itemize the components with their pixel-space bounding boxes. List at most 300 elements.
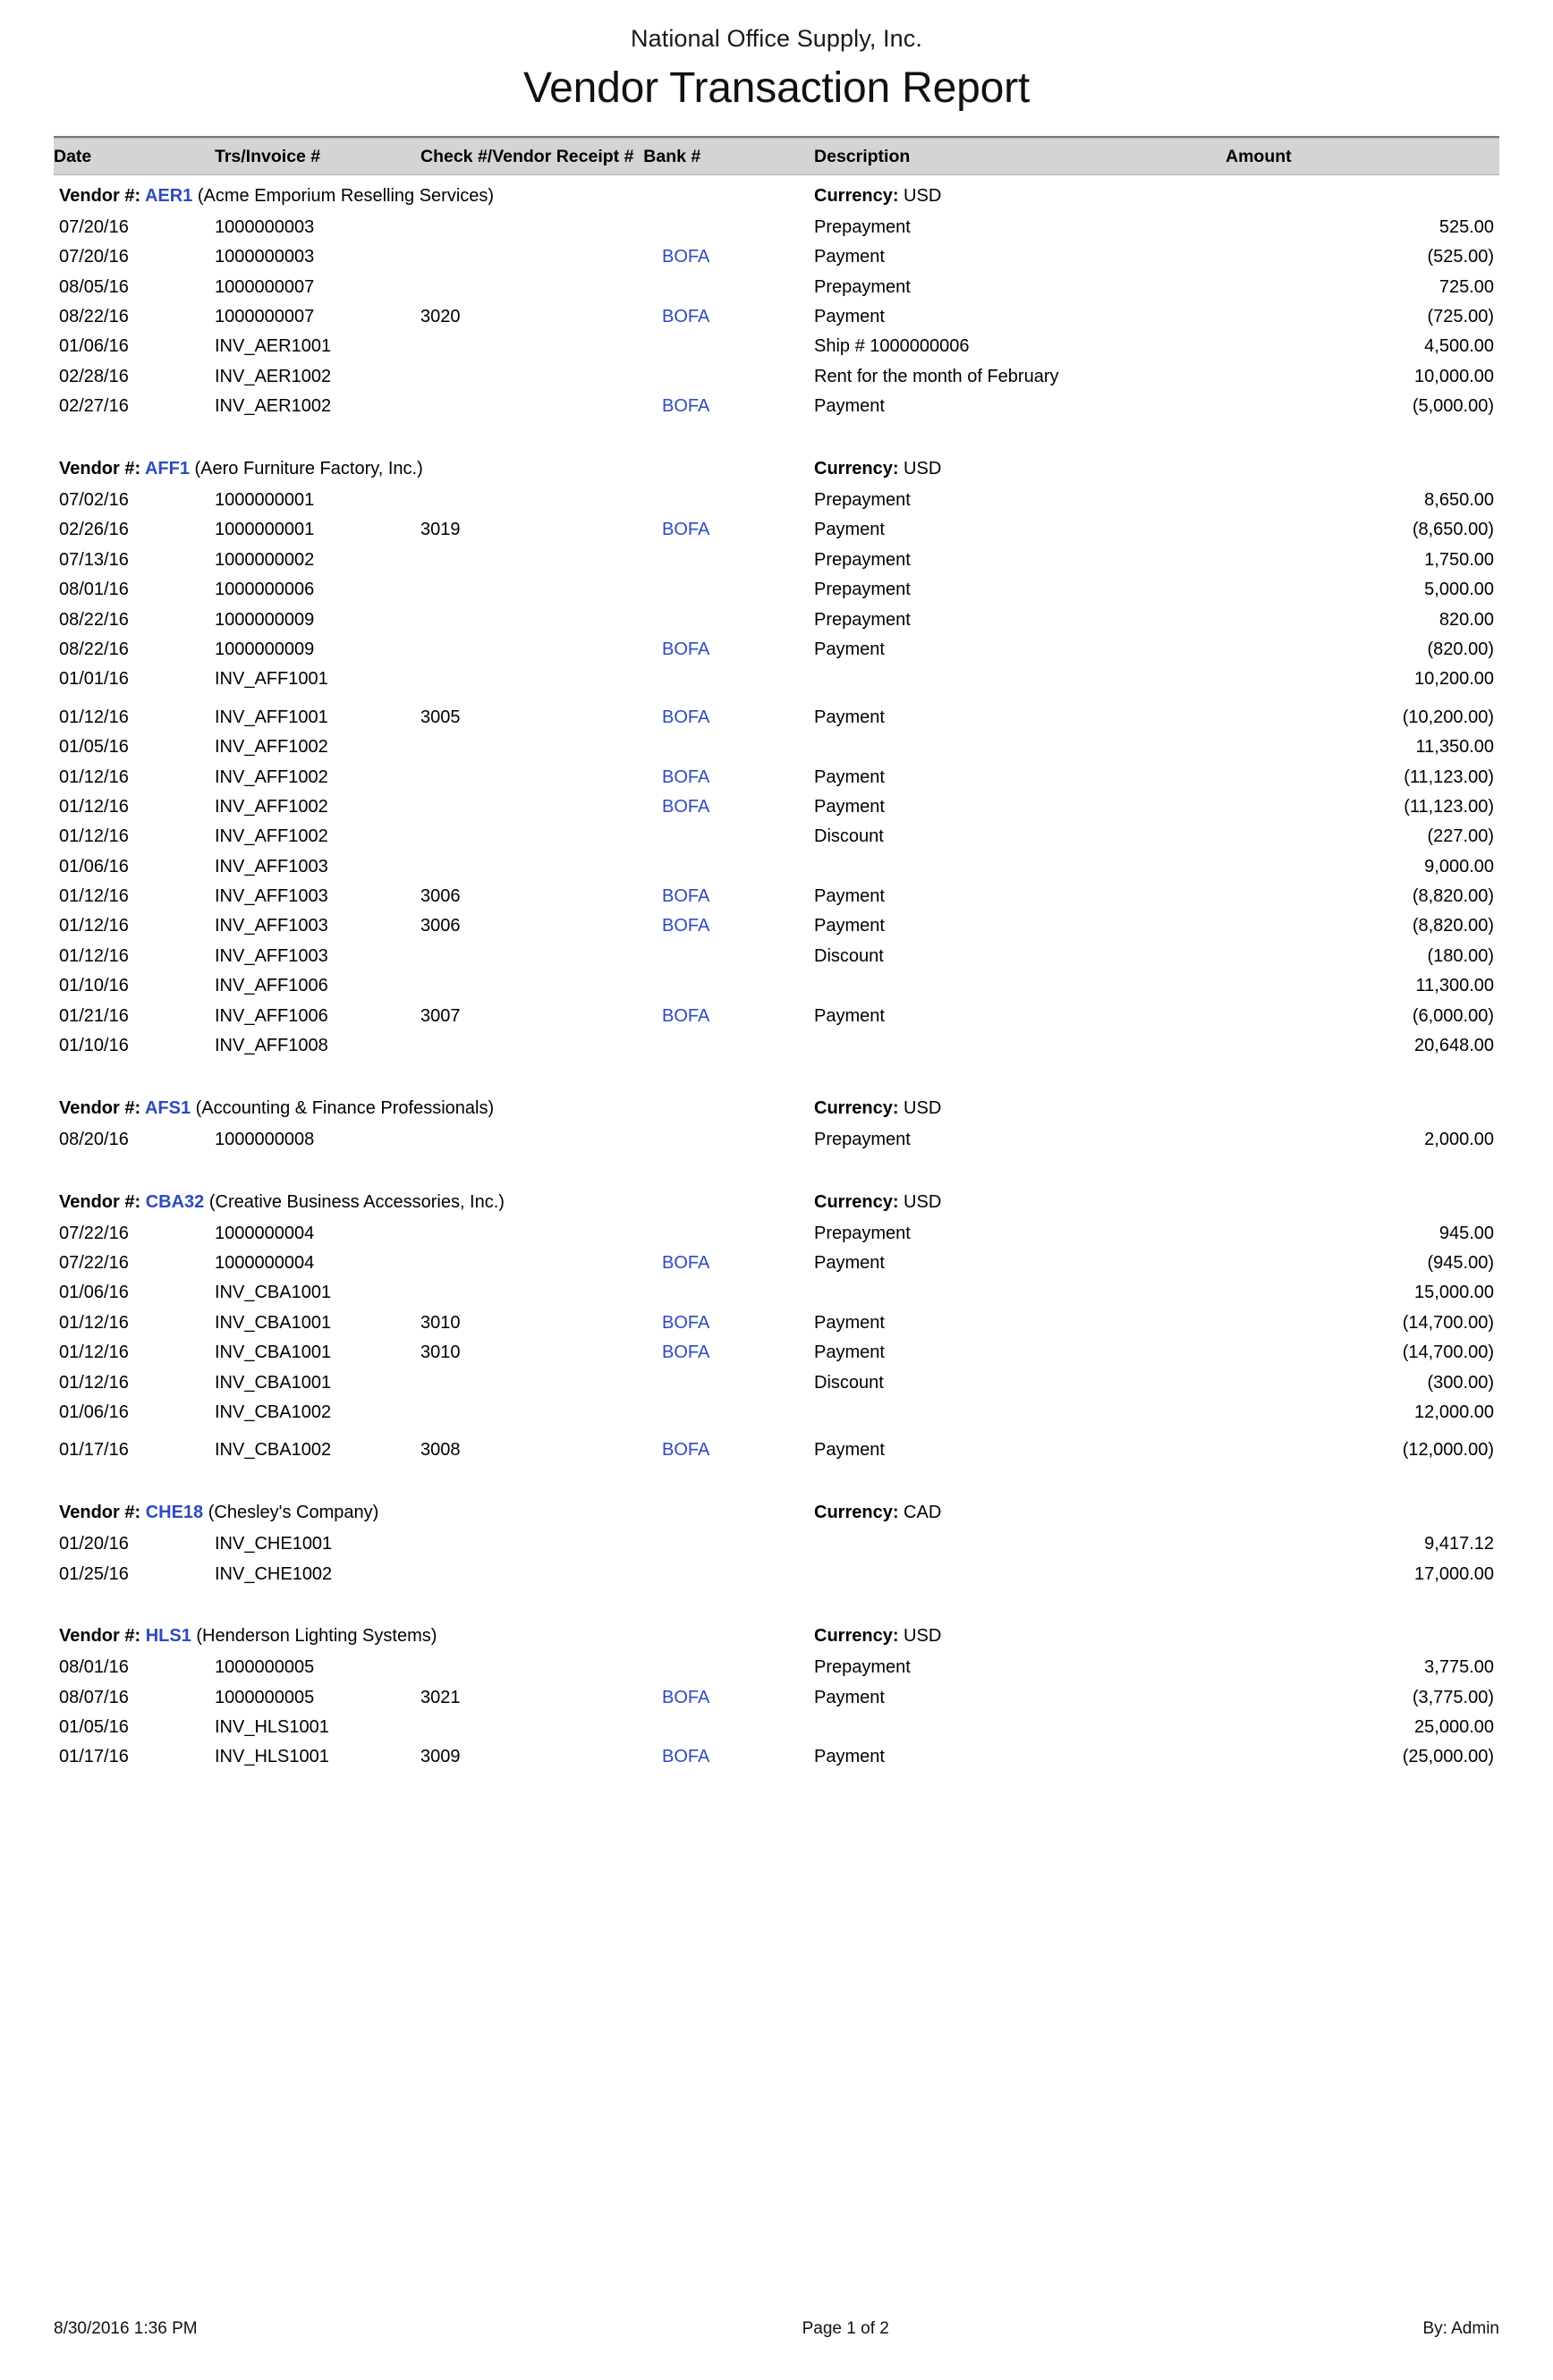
cell-bank-link [662,941,814,970]
table-row[interactable] [54,1529,1499,1559]
company-name: National Office Supply, Inc. [631,25,922,52]
vendor-group-spacer [54,421,1499,448]
table-row[interactable] [54,702,1499,732]
vendor-id-link[interactable]: CBA32 [145,1191,205,1212]
cell-bank-link[interactable]: BOFA [662,520,710,540]
cell-trs-invoice: INV_CHE1002 [215,1563,333,1584]
cell-bank-link [662,1653,814,1682]
cell-date: 01/12/16 [59,1342,129,1363]
cell-description [814,1529,1226,1559]
cell-check-number: 3020 [420,307,461,327]
cell-description: Discount [814,945,884,966]
table-body [54,175,1499,1773]
cell-description: Payment [814,1687,885,1707]
vendor-name: (Henderson Lighting Systems) [191,1626,437,1647]
vendor-id-link[interactable]: AER1 [144,186,193,206]
currency-value: USD [904,459,942,479]
cell-bank-link [662,665,814,694]
table-row[interactable] [54,486,1499,515]
cell-description: Payment [814,1342,885,1363]
cell-amount: 945.00 [1438,1223,1495,1243]
table-row[interactable] [54,792,1499,821]
cell-check-number [420,212,662,241]
cell-date: 01/06/16 [59,1402,129,1422]
table-row[interactable] [54,605,1499,634]
cell-bank-link [662,605,814,634]
table-row[interactable] [54,272,1499,301]
cell-bank-link [662,361,814,391]
column-header-check [420,139,814,175]
cell-date: 01/05/16 [59,737,129,758]
cell-check-number [420,605,662,634]
table-row[interactable] [54,1218,1499,1248]
cell-date: 01/12/16 [59,826,129,847]
cell-amount: (3,775.00) [1412,1687,1495,1707]
table-row[interactable] [54,822,1499,851]
cell-amount: 4,500.00 [1424,336,1495,357]
cell-amount: (12,000.00) [1402,1440,1495,1461]
table-row[interactable] [54,1031,1499,1061]
cell-amount: 8,650.00 [1424,490,1495,511]
cell-amount: (5,000.00) [1412,396,1495,417]
cell-check-number [420,1031,662,1061]
vendor-name: (Aero Furniture Factory, Inc.) [189,459,423,479]
cell-trs-invoice: INV_AFF1003 [215,886,328,907]
cell-amount: 725.00 [1438,276,1495,297]
cell-amount: 9,000.00 [1424,856,1495,877]
cell-trs-invoice: INV_AFF1003 [215,916,328,936]
cell-amount: (6,000.00) [1412,1005,1495,1026]
cell-trs-invoice: INV_AFF1006 [215,976,328,996]
vendor-identity [54,448,814,485]
cell-trs-invoice: INV_AFF1001 [215,669,328,690]
cell-check-number: 3010 [420,1342,461,1363]
cell-amount: 25,000.00 [1414,1717,1495,1738]
cell-trs-invoice: 1000000009 [215,609,315,630]
cell-date: 01/17/16 [59,1747,129,1767]
table-header-row [54,139,1499,175]
vendor-group-spacer [54,1465,1499,1492]
cell-amount: 10,200.00 [1414,669,1495,690]
cell-description [814,1713,1226,1742]
table-row[interactable] [54,361,1499,391]
cell-trs-invoice: INV_AFF1002 [215,767,328,787]
cell-check-number [420,634,662,664]
cell-date: 07/22/16 [59,1253,129,1273]
footer-timestamp: 8/30/2016 1:36 PM [54,2319,198,2338]
table-row[interactable] [54,1338,1499,1368]
cell-description: Prepayment [814,490,911,511]
cell-description: Payment [814,1253,885,1273]
cell-bank-link[interactable]: BOFA [662,767,710,787]
cell-check-number: 3021 [420,1687,461,1707]
table-row[interactable] [54,911,1499,941]
cell-bank-link[interactable]: BOFA [662,1005,710,1026]
cell-check-number [420,733,662,762]
cell-bank-link [662,1218,814,1248]
cell-check-number [420,1397,662,1427]
vendor-id-link[interactable]: AFS1 [144,1097,191,1118]
vendor-id-link[interactable]: CHE18 [145,1503,204,1523]
cell-amount: (725.00) [1427,307,1495,327]
cell-trs-invoice: INV_AFF1002 [215,796,328,817]
table-row[interactable] [54,1559,1499,1588]
cell-check-number [420,822,662,851]
cell-description: Discount [814,1372,884,1393]
cell-bank-link[interactable]: BOFA [662,396,710,417]
column-header-description: Description [814,139,1226,175]
cell-check-number [420,332,662,361]
vendor-id-link[interactable]: AFF1 [144,459,190,479]
currency-label: Currency: [814,1097,904,1118]
cell-check-number [420,941,662,970]
cell-amount: 10,000.00 [1414,366,1495,386]
table-row[interactable] [54,1124,1499,1154]
vendor-label: Vendor #: [59,1191,146,1212]
vendor-name: (Chesley's Company) [203,1503,379,1523]
table-row[interactable] [54,1713,1499,1742]
cell-trs-invoice: INV_AFF1001 [215,707,328,727]
cell-bank-link [662,1124,814,1154]
cell-amount: (11,123.00) [1404,767,1495,787]
table-row[interactable] [54,242,1499,272]
cell-trs-invoice: 1000000005 [215,1657,315,1678]
cell-date: 01/06/16 [59,1283,129,1303]
cell-amount: (820.00) [1427,639,1495,659]
cell-date: 01/12/16 [59,1312,129,1333]
cell-trs-invoice: INV_HLS1001 [215,1747,329,1767]
currency-label: Currency: [814,1503,904,1523]
cell-description: Prepayment [814,1657,911,1678]
cell-description: Payment [814,1312,885,1333]
cell-trs-invoice: INV_CBA1001 [215,1312,332,1333]
cell-bank-link [662,332,814,361]
cell-description: Payment [814,886,885,907]
cell-trs-invoice: INV_CBA1001 [215,1372,332,1393]
table-row[interactable] [54,1742,1499,1772]
cell-description: Payment [814,639,885,659]
cell-amount: (945.00) [1427,1253,1495,1273]
cell-date: 01/05/16 [59,1717,129,1738]
cell-amount: 5,000.00 [1424,580,1495,600]
cell-bank-link [662,822,814,851]
cell-trs-invoice: INV_AFF1002 [215,826,328,847]
spacer-cell [54,694,1499,702]
cell-check-number: 3010 [420,1312,461,1333]
cell-check-number [420,762,662,792]
table-row[interactable] [54,1653,1499,1682]
table-row[interactable] [54,851,1499,881]
cell-trs-invoice: 1000000001 [215,490,315,511]
column-header-bank-label: Bank # [643,147,701,166]
vendor-group-spacer [54,1155,1499,1182]
cell-bank-link [662,1278,814,1308]
cell-description: Payment [814,396,885,417]
cell-trs-invoice: INV_CBA1002 [215,1440,332,1461]
table-row[interactable] [54,1278,1499,1308]
cell-amount: 9,417.12 [1424,1534,1495,1554]
cell-check-number: 3009 [420,1747,461,1767]
cell-trs-invoice: INV_CBA1001 [215,1342,332,1363]
cell-trs-invoice: INV_HLS1001 [215,1717,329,1738]
cell-date: 01/20/16 [59,1534,129,1554]
cell-check-number [420,1529,662,1559]
cell-trs-invoice: INV_AFF1002 [215,737,328,758]
table-row[interactable] [54,762,1499,792]
table-row[interactable] [54,941,1499,970]
cell-check-number [420,575,662,605]
cell-date: 01/12/16 [59,916,129,936]
table-row[interactable] [54,212,1499,241]
cell-description [814,733,1226,762]
cell-bank-link[interactable]: BOFA [662,307,710,327]
vendor-header-row [54,1492,1499,1529]
cell-date: 08/07/16 [59,1687,129,1707]
cell-trs-invoice: 1000000007 [215,307,315,327]
cell-date: 01/01/16 [59,669,129,690]
table-row[interactable] [54,1682,1499,1712]
cell-description: Payment [814,307,885,327]
cell-check-number [420,242,662,272]
cell-bank-link[interactable]: BOFA [662,916,710,936]
currency-label: Currency: [814,186,904,206]
cell-description: Prepayment [814,216,911,237]
currency-label: Currency: [814,1626,904,1647]
vendor-header-row [54,175,1499,213]
table-row[interactable] [54,1249,1499,1278]
cell-description: Prepayment [814,580,911,600]
cell-description: Prepayment [814,1129,911,1149]
cell-amount: 12,000.00 [1414,1402,1495,1422]
cell-amount: (10,200.00) [1402,707,1495,727]
cell-check-number [420,272,662,301]
cell-check-number [420,1124,662,1154]
vendor-label: Vendor #: [59,1503,146,1523]
table-row[interactable] [54,392,1499,421]
page-footer [54,2319,1499,2339]
vendor-id-link[interactable]: HLS1 [145,1626,191,1647]
column-header-date: Date [54,139,215,175]
cell-bank-link [662,733,814,762]
cell-description: Prepayment [814,609,911,630]
cell-trs-invoice: INV_AER1002 [215,366,332,386]
table-row[interactable] [54,302,1499,332]
table-header [54,139,1499,175]
cell-trs-invoice: 1000000004 [215,1223,315,1243]
cell-date: 08/22/16 [59,609,129,630]
footer-page-number: Page 1 of 2 [802,2319,889,2338]
cell-check-number [420,665,662,694]
cell-date: 01/10/16 [59,1036,129,1056]
footer-author: By: Admin [1422,2319,1499,2338]
cell-description: Payment [814,1005,885,1026]
cell-description: Payment [814,707,885,727]
cell-date: 08/01/16 [59,580,129,600]
currency-value: USD [904,1626,942,1647]
table-row[interactable] [54,332,1499,361]
cell-description [814,1278,1226,1308]
cell-date: 01/12/16 [59,1372,129,1393]
table-row[interactable] [54,575,1499,605]
cell-description [814,851,1226,881]
vendor-group-spacer [54,1061,1499,1088]
cell-trs-invoice: INV_AFF1003 [215,856,328,877]
table-row[interactable] [54,1001,1499,1030]
cell-check-number [420,1653,662,1682]
cell-bank-link[interactable]: BOFA [662,1312,710,1333]
cell-bank-link [662,575,814,605]
spacer-cell [54,1465,1499,1492]
cell-date: 01/12/16 [59,886,129,907]
cell-description [814,971,1226,1001]
vendor-currency [814,448,1499,485]
cell-amount: 11,350.00 [1415,737,1495,758]
cell-bank-link[interactable]: BOFA [662,1747,710,1767]
vendor-currency [814,175,1499,213]
cell-trs-invoice: INV_AFF1008 [215,1036,328,1056]
cell-amount: (11,123.00) [1404,796,1495,817]
vendor-name: (Accounting & Finance Professionals) [191,1097,495,1118]
cell-amount: 11,300.00 [1415,976,1495,996]
currency-label: Currency: [814,1191,904,1212]
row-spacer [54,694,1499,702]
cell-description: Payment [814,520,885,540]
cell-date: 07/22/16 [59,1223,129,1243]
cell-trs-invoice: INV_AFF1006 [215,1005,328,1026]
cell-check-number: 3006 [420,886,461,907]
cell-description: Payment [814,247,885,267]
cell-bank-link[interactable]: BOFA [662,639,710,659]
cell-amount: 820.00 [1438,609,1495,630]
cell-amount: 17,000.00 [1414,1563,1495,1584]
cell-bank-link[interactable]: BOFA [662,1253,710,1273]
cell-check-number [420,1713,662,1742]
cell-description: Payment [814,1747,885,1767]
vendor-group-spacer [54,1588,1499,1615]
cell-bank-link [662,1368,814,1397]
cell-date: 01/21/16 [59,1005,129,1026]
cell-check-number [420,361,662,391]
cell-description: Prepayment [814,549,911,570]
cell-description: Payment [814,1440,885,1461]
cell-date: 08/22/16 [59,639,129,659]
cell-bank-link[interactable]: BOFA [662,796,710,817]
cell-bank-link[interactable]: BOFA [662,707,710,727]
cell-bank-link[interactable]: BOFA [662,886,710,907]
cell-amount: 20,648.00 [1414,1036,1495,1056]
cell-bank-link[interactable]: BOFA [662,1440,710,1461]
currency-label: Currency: [814,459,904,479]
cell-description: Discount [814,826,884,847]
cell-date: 08/22/16 [59,307,129,327]
cell-check-number [420,486,662,515]
cell-bank-link[interactable]: BOFA [662,1687,710,1707]
cell-description: Prepayment [814,1223,911,1243]
cell-trs-invoice: INV_CBA1001 [215,1283,332,1303]
cell-trs-invoice: 1000000001 [215,520,315,540]
cell-description: Payment [814,796,885,817]
table-row[interactable] [54,1368,1499,1397]
vendor-header-row [54,1182,1499,1218]
cell-date: 01/12/16 [59,796,129,817]
cell-description: Payment [814,916,885,936]
cell-bank-link [662,272,814,301]
currency-value: CAD [904,1503,942,1523]
table-row[interactable] [54,1308,1499,1337]
cell-bank-link [662,1559,814,1588]
cell-date: 02/26/16 [59,520,129,540]
cell-date: 07/20/16 [59,216,129,237]
cell-bank-link[interactable]: BOFA [662,247,710,267]
cell-description: Payment [814,767,885,787]
cell-amount: (180.00) [1427,945,1495,966]
table-row[interactable] [54,665,1499,694]
vendor-header-row [54,448,1499,485]
cell-amount: 15,000.00 [1414,1283,1495,1303]
cell-check-number [420,392,662,421]
table-row[interactable] [54,545,1499,574]
cell-bank-link [662,1397,814,1427]
vendor-label: Vendor #: [59,1626,146,1647]
cell-check-number [420,1559,662,1588]
cell-check-number: 3019 [420,520,461,540]
cell-bank-link [662,1031,814,1061]
cell-description [814,665,1226,694]
cell-date: 01/12/16 [59,707,129,727]
cell-check-number [420,792,662,821]
vendor-header-row [54,1615,1499,1652]
cell-date: 01/06/16 [59,336,129,357]
cell-check-number [420,1278,662,1308]
cell-amount: (25,000.00) [1402,1747,1495,1767]
cell-date: 01/06/16 [59,856,129,877]
cell-amount: (14,700.00) [1402,1342,1495,1363]
table-row[interactable] [54,971,1499,1001]
cell-check-number [420,545,662,574]
table-row[interactable] [54,1397,1499,1427]
cell-bank-link [662,545,814,574]
cell-trs-invoice: INV_CHE1001 [215,1534,333,1554]
table-row[interactable] [54,634,1499,664]
spacer-cell [54,1427,1499,1436]
cell-check-number [420,971,662,1001]
vendor-name: (Creative Business Accessories, Inc.) [204,1191,505,1212]
vendor-currency [814,1088,1499,1124]
cell-date: 01/10/16 [59,976,129,996]
table-row[interactable] [54,1436,1499,1465]
cell-amount: (8,820.00) [1412,886,1495,907]
spacer-cell [54,1155,1499,1182]
cell-description [814,1559,1226,1588]
cell-bank-link[interactable]: BOFA [662,1342,710,1363]
cell-check-number: 3007 [420,1005,461,1026]
cell-bank-link [662,1713,814,1742]
cell-date: 02/27/16 [59,396,129,417]
cell-date: 08/20/16 [59,1129,129,1149]
table-row[interactable] [54,733,1499,762]
cell-trs-invoice: INV_AFF1003 [215,945,328,966]
cell-date: 01/12/16 [59,945,129,966]
cell-trs-invoice: INV_CBA1002 [215,1402,332,1422]
cell-trs-invoice: 1000000006 [215,580,315,600]
cell-check-number [420,1368,662,1397]
cell-amount: 525.00 [1438,216,1495,237]
table-row[interactable] [54,515,1499,545]
cell-trs-invoice: INV_AER1002 [215,396,332,417]
currency-value: USD [904,1097,942,1118]
table-row[interactable] [54,882,1499,911]
cell-check-number: 3008 [420,1440,461,1461]
